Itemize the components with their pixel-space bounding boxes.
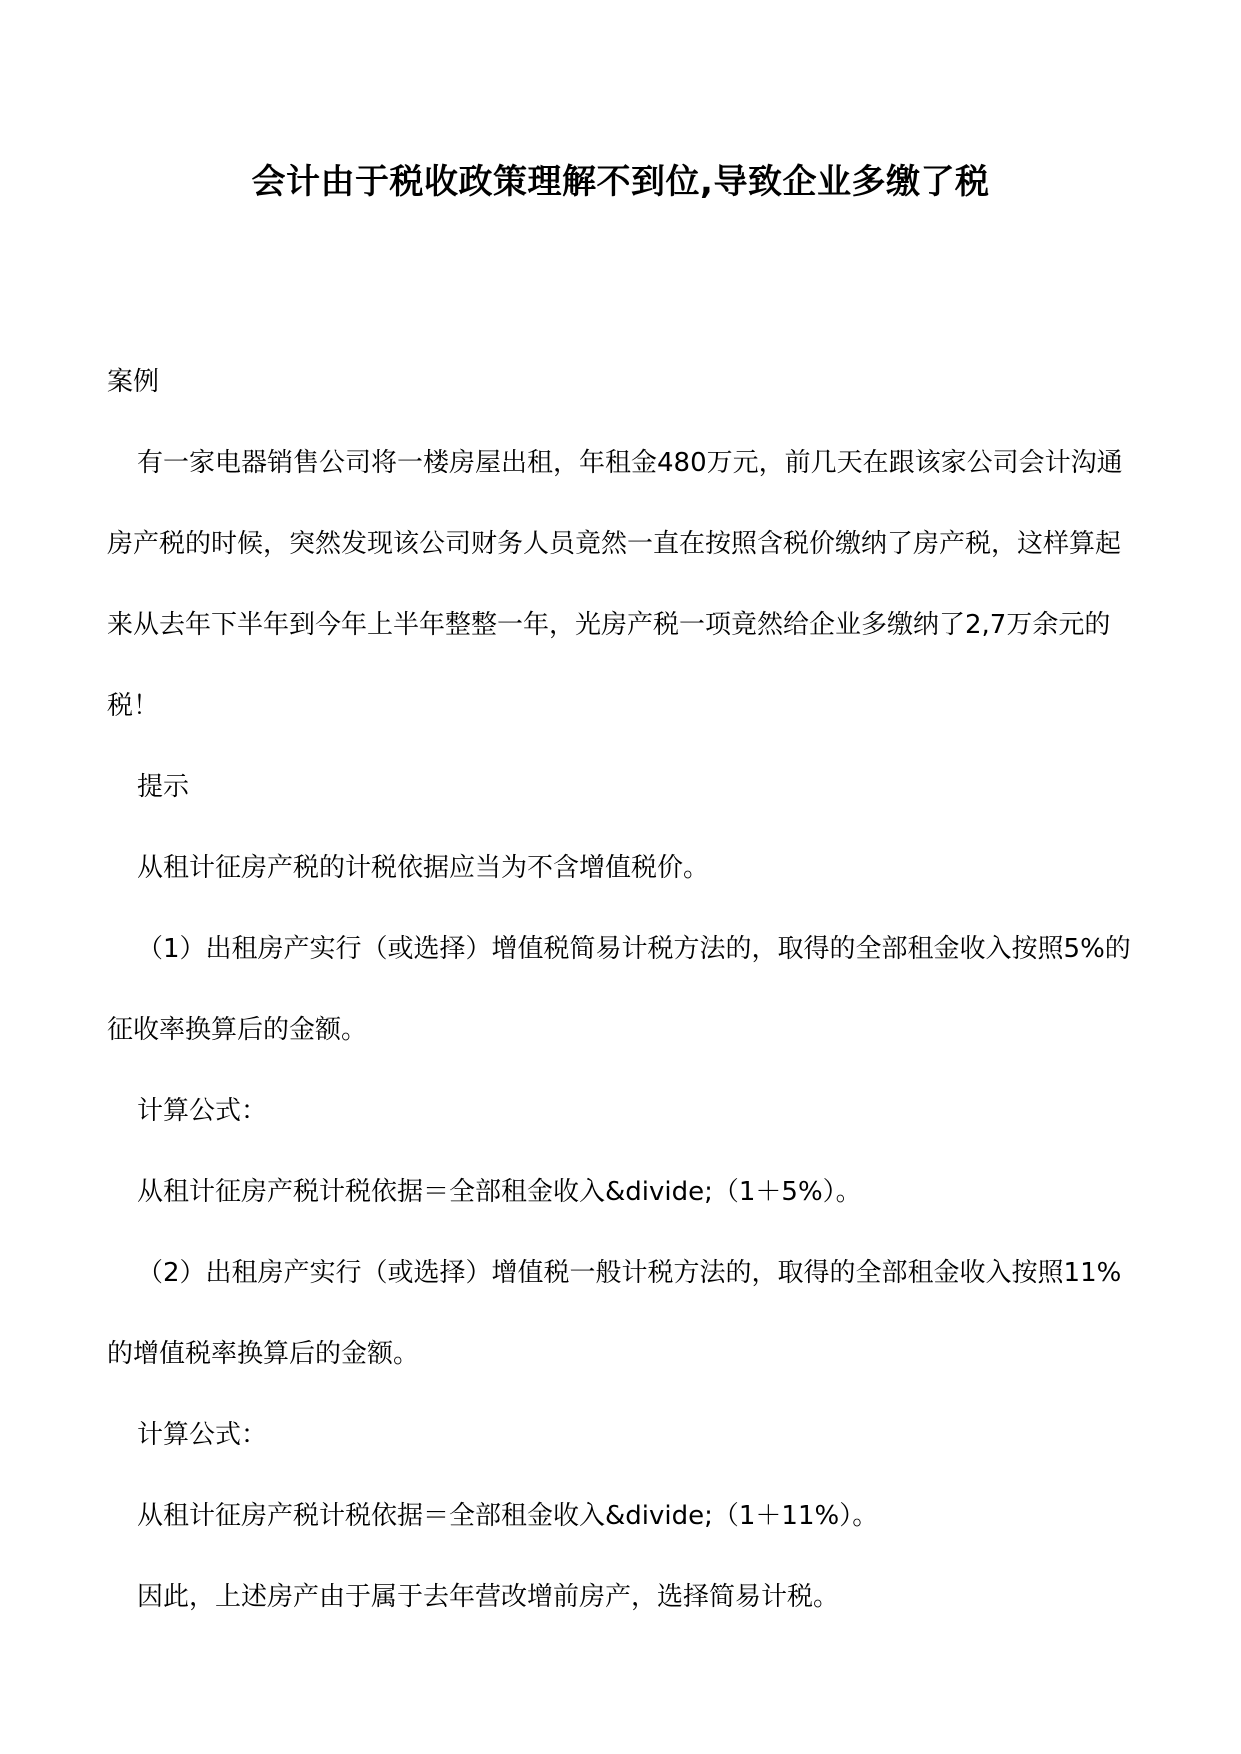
paragraph-case-heading: 案例	[107, 367, 160, 397]
paragraph-tip-heading: 提示	[137, 772, 190, 802]
paragraph-tax-basis: 从租计征房产税的计税依据应当为不含增值税价。	[137, 853, 710, 883]
document-title: 会计由于税收政策理解不到位,导致企业多缴了税	[251, 162, 990, 202]
document-body	[107, 342, 1137, 1638]
paragraph-conclusion: 因此，上述房产由于属于去年营改增前房产，选择简易计税。	[137, 1582, 840, 1612]
paragraph-case-description: 有一家电器销售公司将一楼房屋出租，年租金480万元，前几天在跟该家公司会计沟通房产税的时候，突然发现该公司财务人员竟然一直在按照含税价缴纳了房产税，这样算起来从去年下半年到今年上半年整整一年，光房产税一项竟然给企业多缴纳了2,7万余元的税！	[107, 448, 1123, 721]
paragraph-formula-label-2: 计算公式：	[137, 1420, 268, 1450]
paragraph-simple-method: （1）出租房产实行（或选择）增值税简易计税方法的，取得的全部租金收入按照5%的征收率换算后的金额。	[107, 934, 1131, 1045]
paragraph-formula-label-1: 计算公式：	[137, 1096, 268, 1126]
paragraph-general-method: （2）出租房产实行（或选择）增值税一般计税方法的，取得的全部租金收入按照11%的增值税率换算后的金额。	[107, 1258, 1122, 1369]
paragraph-formula-2: 从租计征房产税计税依据＝全部租金收入&divide;（1＋11%）。	[137, 1501, 879, 1531]
paragraph-formula-1: 从租计征房产税计税依据＝全部租金收入&divide;（1＋5%）。	[137, 1177, 862, 1207]
